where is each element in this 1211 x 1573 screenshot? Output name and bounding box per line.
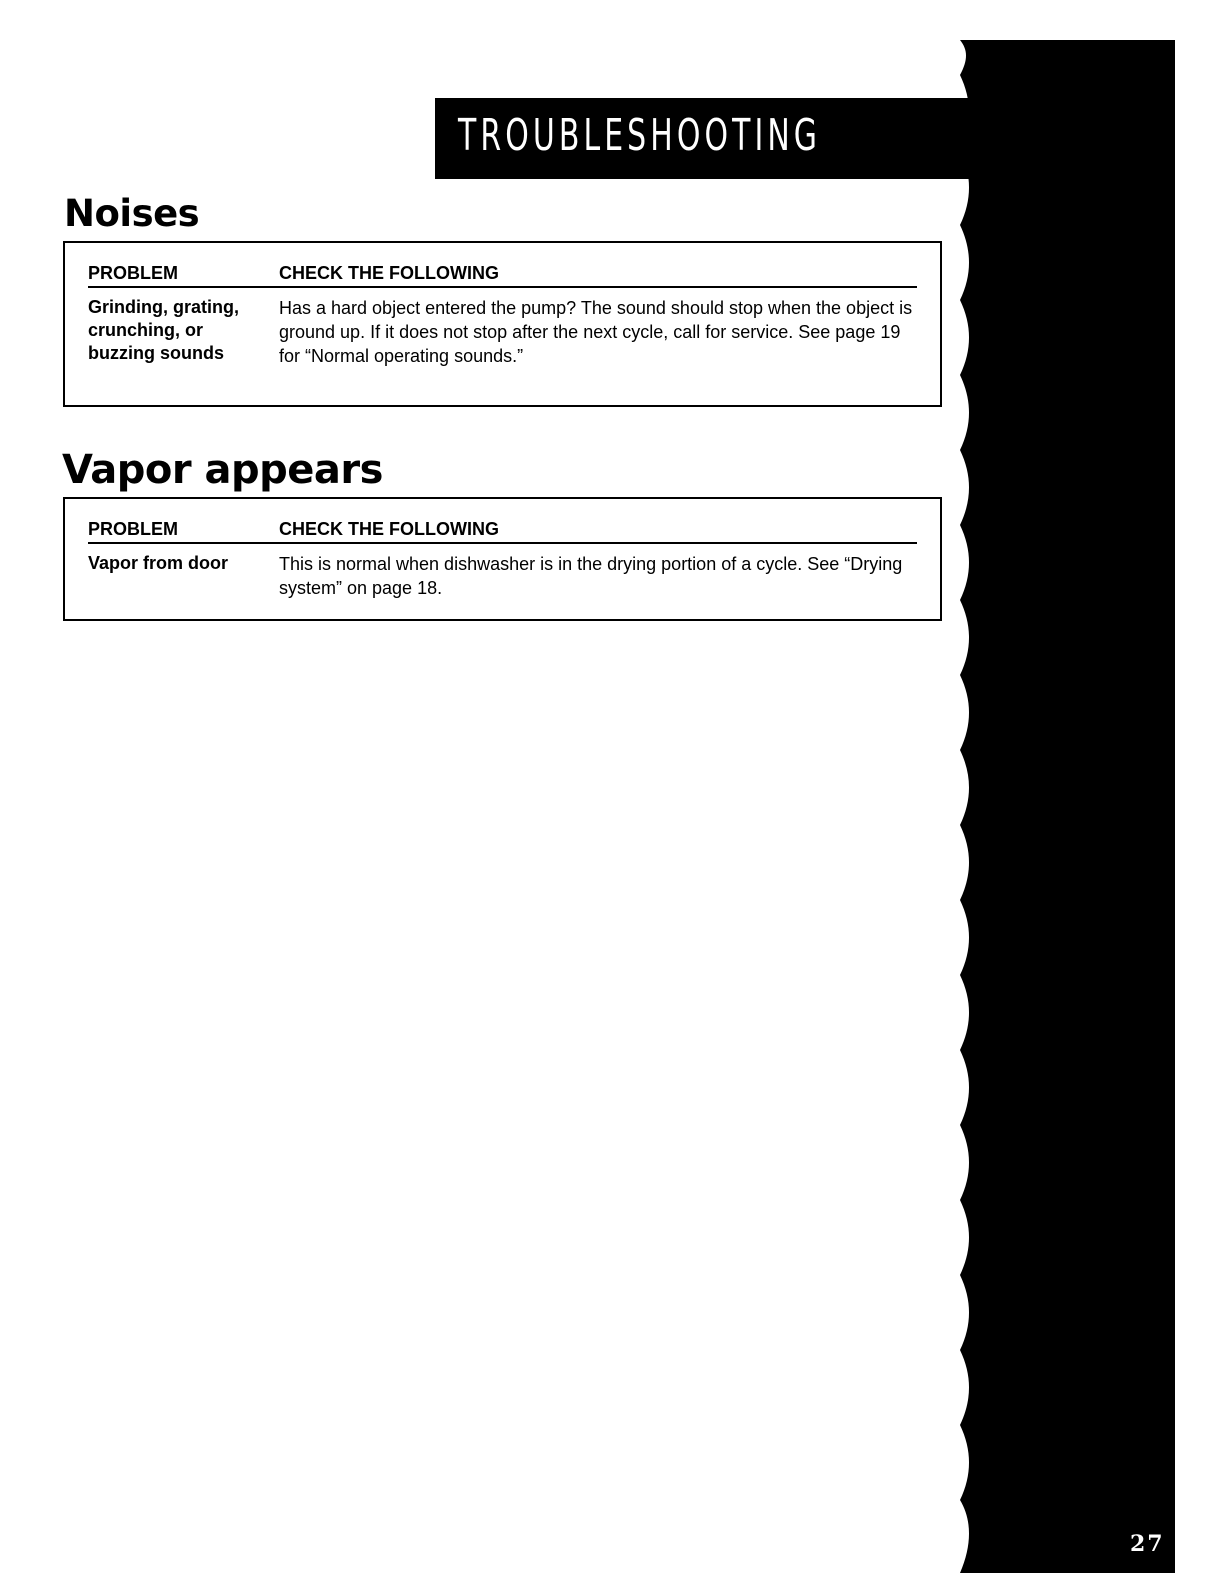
page-edge-band [930,0,1175,1573]
header-banner [435,98,995,179]
header-divider [88,542,917,544]
vapor-table [63,497,942,621]
header-divider [88,286,917,288]
noises-table [63,241,942,407]
column-header-check: CHECK THE FOLLOWING [279,519,499,539]
check-cell: Has a hard object entered the pump? The sound should stop when the object is ground up. If it does not stop after the next cycle, call for service. See page 19 for “Normal operating sounds.” [279,298,913,366]
column-header-check: CHECK THE FOLLOWING [279,263,499,283]
section-title-vapor: Vapor appears [62,447,383,493]
column-header-problem: PROBLEM [88,263,178,283]
problem-cell: Vapor from door [88,553,229,573]
page-number: 27 [1130,1531,1165,1557]
section-title-noises: Noises [64,192,200,235]
check-cell: This is normal when dishwasher is in the drying portion of a cycle. See “Drying system” on page 18. [279,554,903,598]
page-title: TROUBLESHOOTING [458,110,822,161]
problem-cell: Grinding, grating, crunching, or buzzing sounds [88,297,239,363]
column-header-problem: PROBLEM [88,519,178,539]
